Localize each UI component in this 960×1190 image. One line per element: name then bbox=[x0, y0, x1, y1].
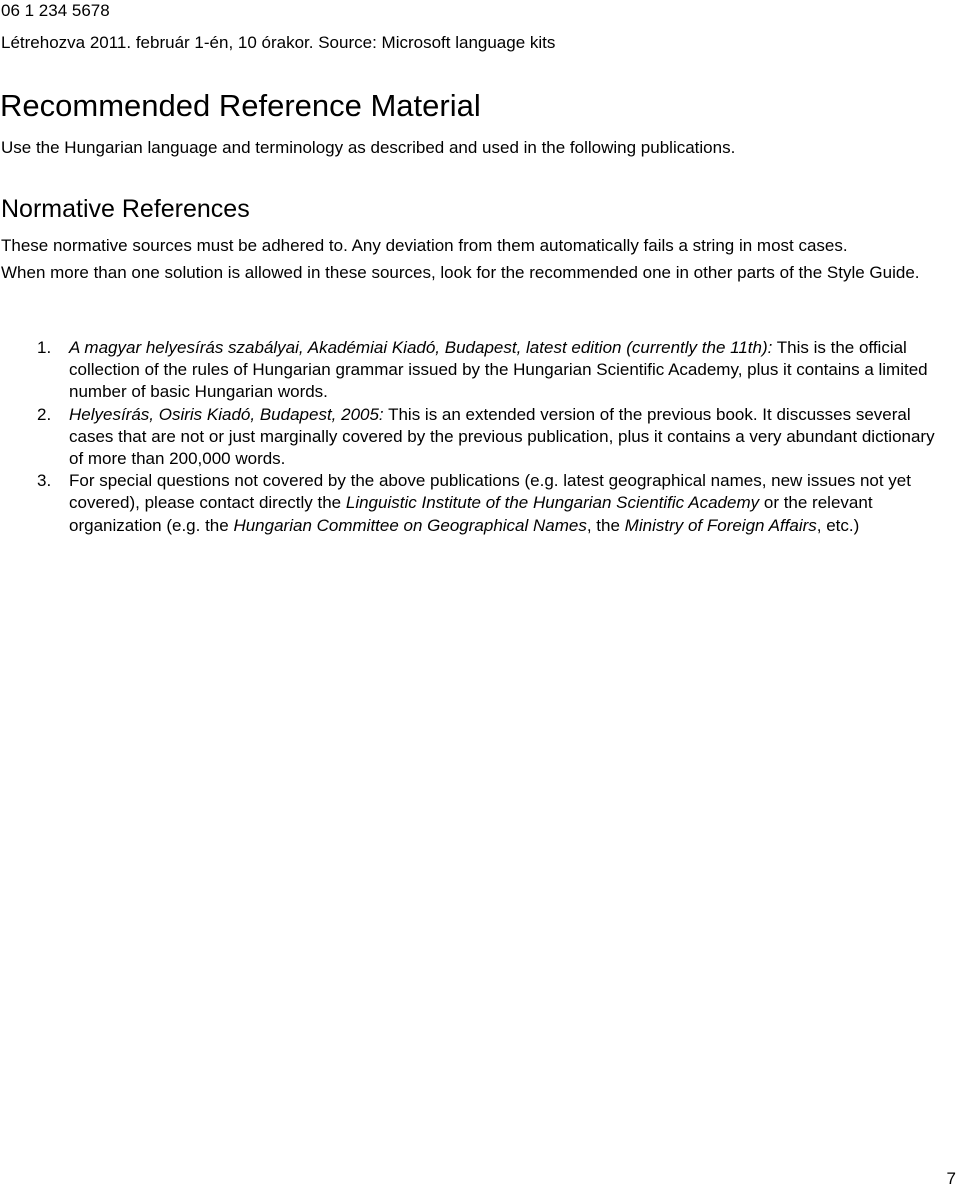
list-item bbox=[0, 404, 941, 471]
list-item-number: 3. bbox=[37, 471, 52, 491]
intro-sentence-2: When more than one solution is allowed in these sources, look for the recommended one in other parts of the Style Guide. bbox=[1, 262, 920, 282]
reference-text: or the relevant organization (e.g. the bbox=[69, 493, 873, 535]
ministry-name: Ministry of Foreign Affairs bbox=[624, 515, 817, 535]
reference-description: This is an extended version of the previous book. It discusses several cases that are not or just marginally covered by the previous publication, plus it contains a very abundant dictionary of more than 200,000 words. bbox=[69, 404, 935, 469]
committee-name: Hungarian Committee on Geographical Names bbox=[233, 515, 587, 535]
list-item bbox=[0, 470, 941, 537]
list-item bbox=[0, 337, 941, 404]
reference-text: , etc.) bbox=[816, 515, 860, 535]
reference-title: A magyar helyesírás szabályai, Akadémiai Kiadó, Budapest, latest edition (currently the 11th): bbox=[69, 338, 773, 357]
section-intro bbox=[1, 233, 951, 286]
page-title: Recommended Reference Material bbox=[0, 88, 481, 123]
reference-text: For special questions not covered by the above publications (e.g. latest geographical names, new issues not yet covered), please contact directly the bbox=[69, 471, 911, 513]
section-heading: Normative References bbox=[1, 195, 250, 223]
institute-name: Linguistic Institute of the Hungarian Scientific Academy bbox=[345, 493, 760, 513]
page-subtitle: Use the Hungarian language and terminology as described and used in the following publications. bbox=[1, 138, 736, 157]
list-item-number: 1. bbox=[37, 338, 52, 357]
reference-description: This is the official collection of the rules of Hungarian grammar issued by the Hungarian Scientific Academy, plus it contains a limited number of basic Hungarian words. bbox=[69, 338, 928, 402]
list-item-number: 2. bbox=[37, 404, 52, 424]
page-number: 7 bbox=[946, 1169, 956, 1188]
intro-sentence-1: These normative sources must be adhered to. Any deviation from them automatically fails a string in most cases. bbox=[1, 236, 848, 255]
header-phone: 06 1 234 5678 bbox=[1, 1, 110, 20]
reference-list bbox=[0, 337, 960, 537]
header-created-source: Létrehozva 2011. február 1-én, 10 órakor. Source: Microsoft language kits bbox=[1, 33, 556, 52]
reference-text: , the bbox=[586, 515, 625, 535]
reference-title: Helyesírás, Osiris Kiadó, Budapest, 2005: bbox=[69, 404, 384, 424]
